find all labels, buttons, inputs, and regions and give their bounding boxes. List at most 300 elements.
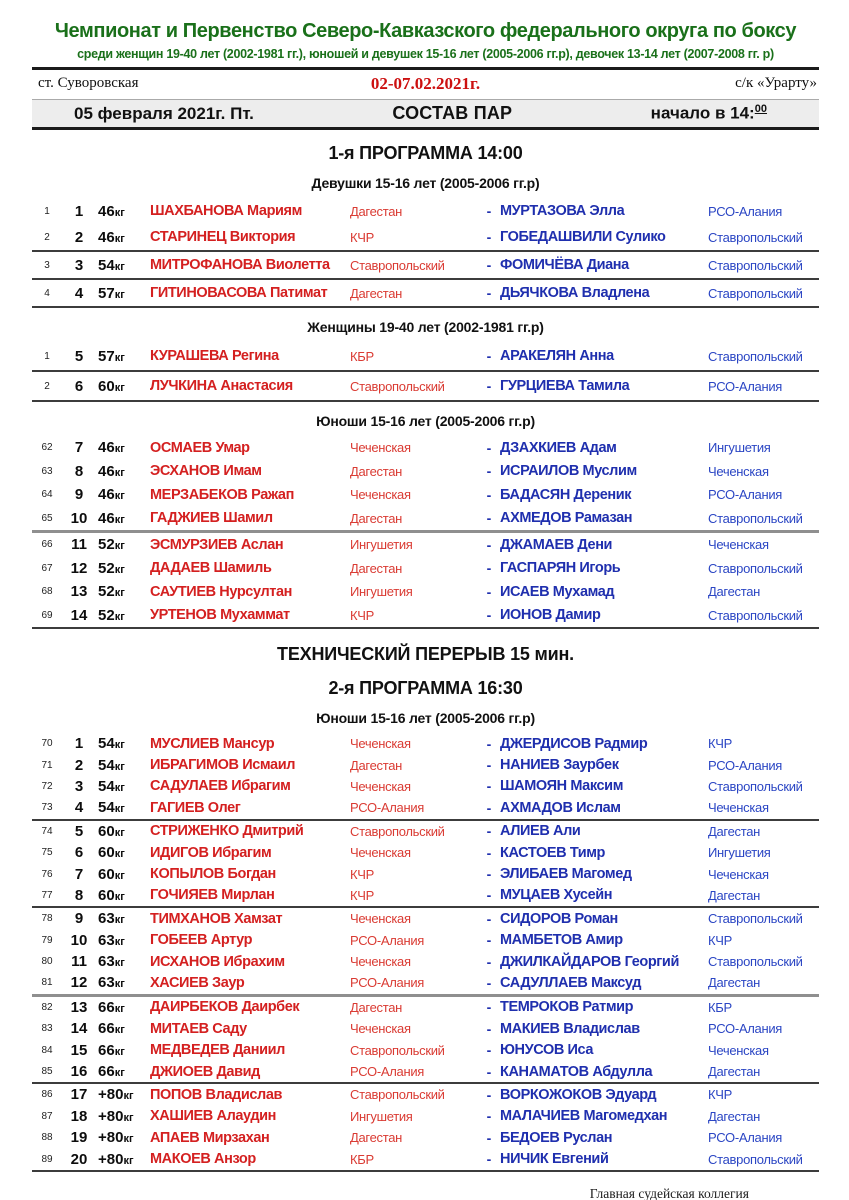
pairs-table <box>32 733 819 1172</box>
bout-number: 80 <box>41 956 53 968</box>
red-corner-region: Ставропольский <box>350 1042 445 1058</box>
weight-unit: кг <box>123 1111 134 1124</box>
blue-corner-name: НИЧИК Евгений <box>500 1151 609 1168</box>
weight-unit: кг <box>114 381 125 394</box>
red-corner-region: Чеченская <box>350 1021 411 1037</box>
weight: +80кг <box>98 1129 134 1147</box>
red-corner-name: ЛУЧКИНА Анастасия <box>150 378 293 394</box>
section-title: Женщины 19-40 лет (2002-1981 гг.р) <box>307 319 544 335</box>
start-time: начало в 14:$^{00}$ <box>650 103 767 123</box>
red-corner-region: Ставропольский <box>350 823 445 839</box>
red-corner-region: РСО-Алания <box>350 800 425 816</box>
pair-number: 4 <box>74 799 84 817</box>
pair-row <box>32 372 819 400</box>
vs-dash: - <box>486 1020 492 1037</box>
blue-corner-region: Дагестан <box>708 1064 761 1080</box>
red-corner-name: ИСХАНОВ Ибрахим <box>150 953 285 970</box>
blue-corner-name: ЭЛИБАЕВ Магомед <box>500 866 632 883</box>
red-corner-name: КОПЫЛОВ Богдан <box>150 866 276 883</box>
pair-row <box>32 507 819 531</box>
bout-number: 66 <box>41 539 53 551</box>
pair-row <box>32 280 819 306</box>
weight: 46кг <box>98 462 125 480</box>
vs-dash: - <box>486 823 492 840</box>
bout-number: 73 <box>41 802 53 814</box>
pair-row <box>32 951 819 972</box>
bout-number: 3 <box>44 259 50 271</box>
bout-number: 71 <box>41 759 53 771</box>
bout-number: 85 <box>41 1066 53 1078</box>
red-corner-name: ЭСМУРЗИЕВ Аслан <box>150 536 284 553</box>
blue-corner-name: ВОРКОЖОКОВ Эдуард <box>500 1086 657 1103</box>
bout-number: 89 <box>41 1153 53 1165</box>
blue-corner-region: РСО-Алания <box>708 487 783 503</box>
bout-number: 70 <box>41 738 53 750</box>
bout-number: 2 <box>44 231 50 243</box>
weight: 57кг <box>98 284 125 302</box>
blue-corner-region: Ставропольский <box>708 954 803 970</box>
pair-row <box>32 1127 819 1148</box>
weight: +80кг <box>98 1086 134 1104</box>
pair-row <box>32 1084 819 1105</box>
pair-number: 2 <box>74 228 84 246</box>
bout-number: 1 <box>44 205 50 217</box>
red-corner-name: ГОБЕЕВ Артур <box>150 932 253 949</box>
pair-number: 13 <box>70 583 88 601</box>
red-corner-name: УРТЕНОВ Мухаммат <box>150 607 290 624</box>
blue-corner-name: ИСРАИЛОВ Муслим <box>500 463 637 480</box>
blue-corner-name: АЛИЕВ Али <box>500 823 581 840</box>
blue-corner-region: КЧР <box>708 932 733 948</box>
weight: 66кг <box>98 1063 125 1081</box>
red-corner-region: КЧР <box>350 887 375 903</box>
pair-row <box>32 997 819 1018</box>
weight: 52кг <box>98 583 125 601</box>
pair-number: 1 <box>74 202 84 220</box>
pair-number: 5 <box>74 347 84 365</box>
vs-dash: - <box>486 1129 492 1146</box>
bout-number: 74 <box>41 825 53 837</box>
weight-unit: кг <box>114 490 125 503</box>
bout-number: 4 <box>44 287 50 299</box>
weight: 57кг <box>98 347 125 365</box>
red-corner-name: ГАГИЕВ Олег <box>150 799 241 816</box>
weight-unit: кг <box>123 1090 134 1103</box>
blue-corner-region: Ставропольский <box>708 229 803 245</box>
weight-unit: кг <box>114 1002 125 1015</box>
blue-corner-name: ДЖИЛКАЙДАРОВ Георгий <box>500 953 679 970</box>
weight-unit: кг <box>114 587 125 600</box>
bout-number: 68 <box>41 586 53 598</box>
red-corner-name: ГИТИНОВАСОВА Патимат <box>150 285 328 301</box>
sheet-title: СОСТАВ ПАР <box>392 103 513 123</box>
weight: 54кг <box>98 256 125 274</box>
blue-corner-name: МУРТАЗОВА Элла <box>500 203 625 219</box>
red-corner-region: Ингушетия <box>350 1108 413 1124</box>
red-corner-name: МЕРЗАБЕКОВ Ражап <box>150 486 294 503</box>
pairs-table <box>32 342 819 402</box>
pairs-table <box>32 198 819 308</box>
red-corner-region: Дагестан <box>350 203 403 219</box>
weight-unit: кг <box>114 1024 125 1037</box>
pair-row <box>32 908 819 929</box>
vs-dash: - <box>486 887 492 904</box>
start-time-minutes: 00 <box>754 103 767 116</box>
weight-unit: кг <box>114 466 125 479</box>
pair-row <box>32 342 819 370</box>
red-corner-name: ШАХБАНОВА Мариям <box>150 203 302 219</box>
pair-number: 11 <box>71 953 87 971</box>
weight-unit: кг <box>114 232 125 245</box>
red-corner-region: КЧР <box>350 607 375 623</box>
weight: 60кг <box>98 886 125 904</box>
venue-right: с/к «Урарту» <box>735 75 817 91</box>
vs-dash: - <box>486 378 492 394</box>
red-corner-region: Дагестан <box>350 510 403 526</box>
venue-left: ст. Суворовская <box>38 75 139 91</box>
weight-unit: кг <box>114 513 125 526</box>
red-corner-region: Чеченская <box>350 440 411 456</box>
vs-dash: - <box>486 735 492 752</box>
blue-corner-name: ДЬЯЧКОВА Владлена <box>500 285 650 301</box>
blue-corner-name: ТЕМРОКОВ Ратмир <box>500 999 634 1016</box>
blue-corner-name: КАНАМАТОВ Абдулла <box>500 1063 653 1080</box>
weight: +80кг <box>98 1107 134 1125</box>
pair-number: 20 <box>70 1150 88 1168</box>
red-corner-name: ДЖИОЕВ Давид <box>150 1063 260 1080</box>
red-corner-region: Дагестан <box>350 560 403 576</box>
weight-unit: кг <box>114 739 125 752</box>
red-corner-name: МАКОЕВ Анзор <box>150 1151 256 1168</box>
weight-unit: кг <box>114 826 125 839</box>
pair-number: 14 <box>70 1020 88 1038</box>
weight: 52кг <box>98 559 125 577</box>
blue-corner-name: БЕДОЕВ Руслан <box>500 1129 613 1146</box>
pair-row <box>32 483 819 507</box>
red-corner-region: КБР <box>350 1151 374 1167</box>
pair-row <box>32 580 819 604</box>
break-title: ТЕХНИЧЕСКИЙ ПЕРЕРЫВ 15 мин. <box>277 644 574 664</box>
weight: 46кг <box>98 486 125 504</box>
blue-corner-region: Ставропольский <box>708 257 803 273</box>
blue-corner-name: АХМАДОВ Ислам <box>500 799 621 816</box>
red-corner-region: КЧР <box>350 229 375 245</box>
blue-corner-region: Дагестан <box>708 823 761 839</box>
red-corner-name: МУСЛИЕВ Мансур <box>150 735 275 752</box>
red-corner-name: АПАЕВ Мирзахан <box>150 1129 270 1146</box>
blue-corner-region: Чеченская <box>708 1042 769 1058</box>
blue-corner-name: МАКИЕВ Владислав <box>500 1020 640 1037</box>
vs-dash: - <box>486 439 492 456</box>
vs-dash: - <box>486 257 492 273</box>
pair-number: 14 <box>70 606 88 624</box>
pair-number: 12 <box>70 974 88 992</box>
blue-corner-region: КБР <box>708 999 732 1015</box>
red-corner-name: ИДИГОВ Ибрагим <box>150 844 272 861</box>
weight-unit: кг <box>114 206 125 219</box>
pair-number: 4 <box>74 284 84 302</box>
weight: 66кг <box>98 1020 125 1038</box>
bout-number: 86 <box>41 1089 53 1101</box>
blue-corner-region: Ставропольский <box>708 348 803 364</box>
weight: 54кг <box>98 756 125 774</box>
section-title: Юноши 15-16 лет (2005-2006 гг.р) <box>316 710 535 726</box>
red-corner-name: ПОПОВ Владислав <box>150 1086 283 1103</box>
blue-corner-region: Ингушетия <box>708 440 771 456</box>
blue-corner-region: Ставропольский <box>708 911 803 927</box>
bout-number: 65 <box>41 512 53 524</box>
weight: 66кг <box>98 1041 125 1059</box>
blue-corner-region: КЧР <box>708 1087 733 1103</box>
weight-unit: кг <box>114 869 125 882</box>
blue-corner-name: ИОНОВ Дамир <box>500 607 601 624</box>
red-corner-region: Чеченская <box>350 778 411 794</box>
red-corner-region: Чеченская <box>350 736 411 752</box>
pair-row <box>32 604 819 628</box>
weight: 63кг <box>98 974 125 992</box>
pair-row <box>32 460 819 484</box>
weight-unit: кг <box>114 1045 125 1058</box>
blue-corner-name: МАМБЕТОВ Амир <box>500 932 623 949</box>
weight-unit: кг <box>123 1133 134 1146</box>
pair-row <box>32 863 819 884</box>
weight-unit: кг <box>114 848 125 861</box>
blue-corner-name: ДЗАХКИЕВ Адам <box>500 439 617 456</box>
red-corner-region: РСО-Алания <box>350 932 425 948</box>
red-corner-name: ОСМАЕВ Умар <box>150 439 250 456</box>
blue-corner-name: ЮНУСОВ Иса <box>500 1042 594 1059</box>
tournament-subtitle: среди женщин 19-40 лет (2002-1981 гг.), юношей и девушек 15-16 лет (2005-2006 гг.р), девочек 13-14 лет (2007-2008 гг. р) <box>77 47 774 61</box>
blue-corner-region: РСО-Алания <box>708 757 783 773</box>
vs-dash: - <box>486 953 492 970</box>
blue-corner-name: ДЖЕРДИСОВ Радмир <box>500 735 648 752</box>
bout-number: 81 <box>41 977 53 989</box>
vs-dash: - <box>486 1108 492 1125</box>
vs-dash: - <box>486 844 492 861</box>
bout-number: 1 <box>44 350 50 362</box>
pair-row <box>32 557 819 581</box>
bout-number: 88 <box>41 1132 53 1144</box>
blue-corner-region: КЧР <box>708 736 733 752</box>
pair-row <box>32 224 819 250</box>
weight: 60кг <box>98 865 125 883</box>
blue-corner-name: ГУРЦИЕВА Тамила <box>500 378 630 394</box>
pair-row <box>32 842 819 863</box>
weight-unit: кг <box>114 260 125 273</box>
pair-row <box>32 1018 819 1039</box>
blue-corner-name: СИДОРОВ Роман <box>500 910 618 927</box>
red-corner-region: Ставропольский <box>350 378 445 394</box>
red-corner-region: КБР <box>350 348 374 364</box>
bout-number: 62 <box>41 442 53 454</box>
red-corner-name: МИТРОФАНОВА Виолетта <box>150 257 330 273</box>
pair-row <box>32 754 819 775</box>
red-corner-name: ГАДЖИЕВ Шамил <box>150 510 273 527</box>
vs-dash: - <box>486 510 492 527</box>
pair-row <box>32 1106 819 1127</box>
bout-number: 84 <box>41 1044 53 1056</box>
weight: 46кг <box>98 439 125 457</box>
pair-number: 10 <box>70 931 88 949</box>
pair-number: 13 <box>70 998 88 1016</box>
venue-date-row <box>32 70 819 99</box>
red-corner-name: САУТИЕВ Нурсултан <box>150 583 292 600</box>
pair-number: 9 <box>74 910 84 928</box>
blue-corner-name: ДЖАМАЕВ Дени <box>500 536 613 553</box>
blue-corner-region: РСО-Алания <box>708 378 783 394</box>
weight: 54кг <box>98 735 125 753</box>
blue-corner-region: Ставропольский <box>708 778 803 794</box>
vs-dash: - <box>486 999 492 1016</box>
pair-row <box>32 885 819 906</box>
pair-number: 5 <box>74 822 84 840</box>
pair-number: 11 <box>71 536 87 554</box>
pair-row <box>32 436 819 460</box>
blue-corner-region: Ставропольский <box>708 285 803 301</box>
weight-unit: кг <box>114 540 125 553</box>
pair-number: 15 <box>70 1041 88 1059</box>
pair-number: 17 <box>70 1086 88 1104</box>
red-corner-name: КУРАШЕВА Регина <box>150 348 279 364</box>
blue-corner-region: Дагестан <box>708 975 761 991</box>
vs-dash: - <box>486 757 492 774</box>
red-corner-name: ХАШИЕВ Алаудин <box>150 1108 277 1125</box>
bout-number: 77 <box>41 889 53 901</box>
red-corner-name: МЕДВЕДЕВ Даниил <box>150 1042 285 1059</box>
red-corner-region: Чеченская <box>350 845 411 861</box>
red-corner-region: Чеченская <box>350 911 411 927</box>
blue-corner-name: НАНИЕВ Заурбек <box>500 757 619 774</box>
pair-row <box>32 776 819 797</box>
weight-unit: кг <box>114 563 125 576</box>
red-corner-region: Ставропольский <box>350 257 445 273</box>
weight: 54кг <box>98 799 125 817</box>
pair-row <box>32 1148 819 1169</box>
vs-dash: - <box>486 348 492 364</box>
bout-number: 2 <box>44 380 50 392</box>
red-corner-region: Дагестан <box>350 757 403 773</box>
blue-corner-name: АРАКЕЛЯН Анна <box>500 348 614 364</box>
section-title: Юноши 15-16 лет (2005-2006 гг.р) <box>316 413 535 429</box>
pair-row <box>32 1039 819 1060</box>
blue-corner-region: Чеченская <box>708 866 769 882</box>
blue-corner-name: ГАСПАРЯН Игорь <box>500 560 621 577</box>
day-header-bar <box>32 99 819 130</box>
blue-corner-region: Дагестан <box>708 1108 761 1124</box>
red-corner-region: Дагестан <box>350 999 403 1015</box>
bout-number: 75 <box>41 847 53 859</box>
red-corner-region: КЧР <box>350 866 375 882</box>
pair-row <box>32 930 819 951</box>
red-corner-region: РСО-Алания <box>350 1064 425 1080</box>
weight-unit: кг <box>114 443 125 456</box>
vs-dash: - <box>486 910 492 927</box>
weight-unit: кг <box>114 781 125 794</box>
red-corner-name: ТИМХАНОВ Хамзат <box>150 910 283 927</box>
bout-number: 72 <box>41 780 53 792</box>
pair-number: 16 <box>70 1063 88 1081</box>
red-corner-region: Ставропольский <box>350 1087 445 1103</box>
pair-number: 3 <box>74 777 84 795</box>
blue-corner-region: Ингушетия <box>708 845 771 861</box>
blue-corner-name: ФОМИЧЁВА Диана <box>500 257 629 273</box>
weight: 60кг <box>98 844 125 862</box>
weight-unit: кг <box>114 351 125 364</box>
tournament-title: Чемпионат и Первенство Северо-Кавказского федерального округа по боксу <box>54 20 797 42</box>
red-corner-region: Ингушетия <box>350 584 413 600</box>
blue-corner-region: РСО-Алания <box>708 203 783 219</box>
bout-number: 64 <box>41 489 53 501</box>
pair-number: 7 <box>74 439 84 457</box>
program-title: 2-я ПРОГРАММА 16:30 <box>328 678 523 698</box>
section-title: Девушки 15-16 лет (2005-2006 гг.р) <box>311 175 540 191</box>
weight-unit: кг <box>114 935 125 948</box>
blue-corner-name: ГОБЕДАШВИЛИ Сулико <box>500 229 666 245</box>
pair-row <box>32 533 819 557</box>
blue-corner-region: РСО-Алания <box>708 1021 783 1037</box>
weight-group-divider <box>32 400 819 402</box>
red-corner-name: СТАРИНЕЦ Виктория <box>150 229 296 245</box>
tournament-dates: 02-07.02.2021г. <box>370 73 481 93</box>
weight-group-divider <box>32 627 819 629</box>
weight-unit: кг <box>114 914 125 927</box>
vs-dash: - <box>486 229 492 245</box>
weight: 63кг <box>98 931 125 949</box>
pair-row <box>32 198 819 224</box>
weight: 54кг <box>98 777 125 795</box>
blue-corner-name: САДУЛЛАЕВ Максуд <box>500 974 642 991</box>
vs-dash: - <box>486 607 492 624</box>
weight-group-divider <box>32 306 819 308</box>
pair-row <box>32 972 819 993</box>
vs-dash: - <box>486 1063 492 1080</box>
bout-number: 67 <box>41 562 53 574</box>
bout-number: 87 <box>41 1110 53 1122</box>
red-corner-name: ДАДАЕВ Шамиль <box>150 560 272 577</box>
pair-number: 7 <box>74 865 84 883</box>
blue-corner-region: Чеченская <box>708 800 769 816</box>
bout-number: 78 <box>41 913 53 925</box>
blue-corner-region: Чеченская <box>708 463 769 479</box>
weight: 60кг <box>98 377 125 395</box>
vs-dash: - <box>486 1042 492 1059</box>
day-date: 05 февраля 2021г. Пт. <box>74 103 254 123</box>
pair-row <box>32 821 819 842</box>
pair-number: 2 <box>74 756 84 774</box>
blue-corner-region: Ставропольский <box>708 1151 803 1167</box>
program-title: 1-я ПРОГРАММА 14:00 <box>328 143 523 163</box>
pairs-table <box>32 436 819 629</box>
red-corner-region: Ингушетия <box>350 537 413 553</box>
blue-corner-name: МАЛАЧИЕВ Магомедхан <box>500 1108 668 1125</box>
pair-number: 8 <box>74 886 84 904</box>
weight: 66кг <box>98 998 125 1016</box>
weight: 52кг <box>98 536 125 554</box>
blue-corner-region: Чеченская <box>708 537 769 553</box>
weight: 52кг <box>98 606 125 624</box>
pair-number: 9 <box>74 486 84 504</box>
weight: +80кг <box>98 1150 134 1168</box>
red-corner-region: Чеченская <box>350 954 411 970</box>
red-corner-name: САДУЛАЕВ Ибрагим <box>150 778 291 795</box>
vs-dash: - <box>486 536 492 553</box>
red-corner-name: ДАИРБЕКОВ Даирбек <box>150 999 300 1016</box>
vs-dash: - <box>486 1151 492 1168</box>
red-corner-name: МИТАЕВ Саду <box>150 1020 247 1037</box>
bout-number: 63 <box>41 465 53 477</box>
weight-unit: кг <box>114 760 125 773</box>
red-corner-name: ЭСХАНОВ Имам <box>150 463 262 480</box>
